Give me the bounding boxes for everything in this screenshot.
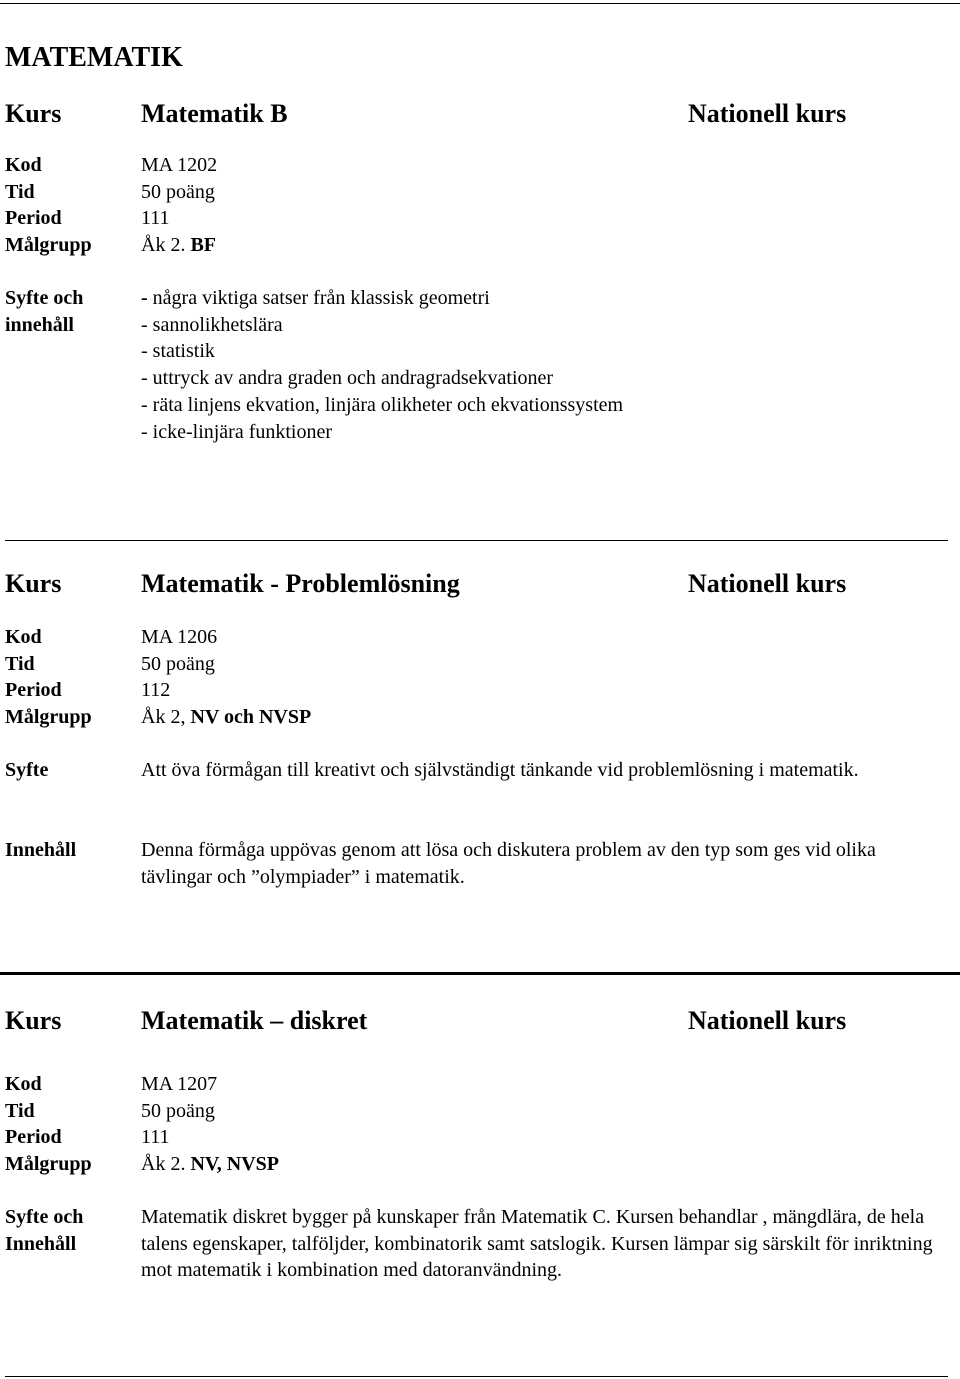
list-item-text: några viktiga satser från klassisk geometri [147, 287, 490, 309]
meta-label: Period [5, 1126, 62, 1149]
meta-value [141, 704, 311, 731]
innehall-label: Innehåll [5, 839, 77, 861]
course-type: Nationell kurs [688, 99, 847, 128]
meta-row-malgrupp [0, 232, 960, 259]
kurs-label: Kurs [5, 99, 62, 128]
list-item: - sannolikhetslära [141, 313, 283, 336]
meta-row-malgrupp [0, 704, 960, 731]
course-meta [0, 624, 960, 731]
list-item: - statistik [141, 340, 215, 363]
meta-value: 111 [141, 1126, 170, 1149]
bottom-divider [5, 1376, 948, 1377]
meta-value: 50 poäng [141, 1099, 215, 1122]
course-name: Matematik - Problemlösning [141, 569, 460, 598]
meta-value: 112 [141, 679, 171, 702]
meta-value-plain: Åk 2. [141, 1153, 191, 1176]
meta-value-bold: NV, NVSP [190, 1153, 279, 1176]
meta-value: MA 1206 [141, 626, 218, 648]
course-meta [0, 1071, 960, 1178]
course-name: Matematik B [141, 99, 288, 128]
meta-value: MA 1202 [141, 154, 218, 176]
course-type: Nationell kurs [688, 1006, 847, 1035]
meta-label: Målgrupp [5, 706, 92, 729]
innehall-text-block [141, 837, 946, 890]
meta-value-plain: Åk 2. [141, 234, 191, 257]
course-type: Nationell kurs [688, 569, 847, 598]
meta-value-bold: BF [190, 234, 217, 257]
syfte-text: Att öva förmågan till kreativt och självständigt tänkande vid problemlösning i matematik. [141, 759, 859, 781]
course-name: Matematik – diskret [141, 1006, 368, 1035]
list-item: - icke-linjära funktioner [141, 420, 333, 443]
syfte-label: Syfte [5, 759, 49, 781]
meta-label: Tid [5, 180, 35, 203]
meta-label: Tid [5, 1099, 35, 1122]
content-label: Syfte och [5, 287, 84, 309]
meta-row-malgrupp [0, 1151, 960, 1178]
list-item: - uttryck av andra graden och andragradsekvationer [141, 367, 554, 390]
meta-row-tid [0, 651, 960, 678]
content-label: Syfte och [5, 1206, 84, 1228]
meta-value: 111 [141, 207, 170, 230]
innehall-text: Denna förmåga uppövas genom att lösa och diskutera problem av den typ som ges vid olika tävlingar och ”olympiader” i matematik. [141, 839, 876, 888]
meta-row-kod [0, 624, 960, 651]
content-text: Matematik diskret bygger på kunskaper från Matematik C. Kursen behandlar , mängdlära, de hela talens egenskaper, talföljder, kombinatorik samt satslogik. Kursen lämpar sig särskilt för inriktning mot matematik i kombination med datoranvändning. [141, 1206, 933, 1282]
list-item-dash: - [141, 287, 148, 309]
thick-divider [0, 972, 960, 975]
meta-value: 50 poäng [141, 180, 215, 203]
course-meta [0, 152, 960, 259]
top-rule [0, 3, 960, 4]
list-item [141, 285, 946, 312]
meta-label: Målgrupp [5, 1153, 92, 1176]
meta-row-tid [0, 179, 960, 206]
syfte-text-block [141, 757, 946, 784]
meta-label: Målgrupp [5, 234, 92, 257]
meta-label: Period [5, 679, 62, 702]
kurs-label: Kurs [5, 1006, 62, 1035]
meta-value: 50 poäng [141, 652, 215, 675]
content-list [141, 285, 946, 445]
content-label: Innehåll [5, 1232, 77, 1255]
kurs-label: Kurs [5, 569, 62, 598]
meta-row-kod [0, 1071, 960, 1098]
meta-label: Kod [5, 1073, 42, 1095]
meta-value [141, 1151, 279, 1178]
meta-row-period [0, 205, 960, 232]
meta-row-period [0, 677, 960, 704]
meta-label: Kod [5, 626, 42, 648]
meta-value-bold: NV och NVSP [190, 706, 312, 729]
meta-label: Kod [5, 154, 42, 176]
section-divider [5, 540, 948, 541]
content-label: innehåll [5, 313, 74, 336]
content-text-block [141, 1204, 946, 1284]
meta-value: MA 1207 [141, 1073, 218, 1095]
document-title: MATEMATIK [5, 42, 183, 73]
meta-row-kod [0, 152, 960, 179]
meta-label: Period [5, 207, 62, 230]
meta-label: Tid [5, 652, 35, 675]
meta-value [141, 232, 216, 259]
meta-row-period [0, 1124, 960, 1151]
meta-value-plain: Åk 2, [141, 706, 191, 729]
meta-row-tid [0, 1098, 960, 1125]
list-item: - räta linjens ekvation, linjära olikheter och ekvationssystem [141, 393, 624, 416]
